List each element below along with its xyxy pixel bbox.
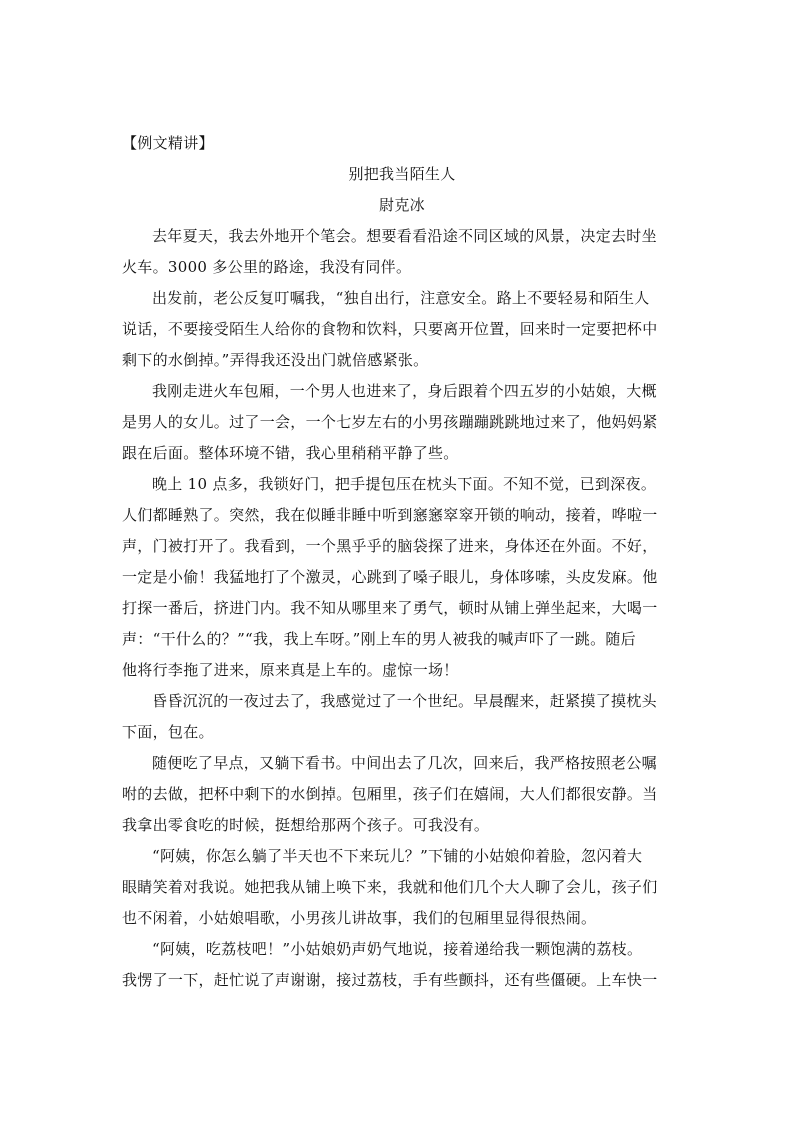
paragraph-3	[122, 376, 682, 469]
paragraph-line: 声，门被打开了。我看到，一个黑乎乎的脑袋探了进来，身体还在外面。不好，	[122, 537, 658, 555]
paragraph-line: 他将行李拖了进来，原来真是上车的。虚惊一场！	[122, 661, 459, 679]
paragraph-line: 我拿出零食吃的时候，挺想给那两个孩子。可我没有。	[122, 816, 490, 834]
paragraph-2	[122, 283, 682, 376]
paragraph-line: 人们都睡熟了。突然，我在似睡非睡中听到窸窸窣窣开锁的响动，接着，哗啦一	[122, 506, 658, 524]
paragraph-line: 火车。3000 多公里的路途，我没有同伴。	[122, 258, 412, 276]
paragraph-line: 跟在后面。整体环境不错，我心里稍稍平静了些。	[122, 444, 459, 462]
paragraph-line: 晚上 10 点多，我锁好门，把手提包压在枕头下面。不知不觉，已到深夜。	[152, 475, 657, 493]
paragraph-line: 去年夏天，我去外地开个笔会。想要看看沿途不同区域的风景，决定去时坐	[152, 227, 657, 245]
paragraph-line: 出发前，老公反复叮嘱我，“独自出行，注意安全。路上不要轻易和陌生人	[152, 289, 650, 307]
paragraph-line: 我愣了一下，赶忙说了声谢谢，接过荔枝，手有些颤抖，还有些僵硬。上车快一	[122, 971, 658, 989]
article-body	[122, 128, 682, 996]
paragraph-line: 随便吃了早点，又躺下看书。中间出去了几次，回来后，我严格按照老公嘱	[152, 754, 657, 772]
paragraph-line: 打探一番后，挤进门内。我不知从哪里来了勇气，顿时从铺上弹坐起来，大喝一	[122, 599, 658, 617]
paragraph-5	[122, 686, 682, 748]
paragraph-line: 声：“干什么的？”“我，我上车呀。”刚上车的男人被我的喊声吓了一跳。随后	[122, 630, 636, 648]
paragraph-6	[122, 748, 682, 841]
section-label: 【例文精讲】	[122, 134, 214, 152]
paragraph-line: 眼睛笑着对我说。她把我从铺上唤下来，我就和他们几个大人聊了会儿，孩子们	[122, 878, 658, 896]
paragraph-1	[122, 221, 682, 283]
paragraph-line: “阿姨，你怎么躺了半天也不下来玩儿？”下铺的小姑娘仰着脸，忽闪着大	[152, 847, 643, 865]
article-title: 别把我当陌生人	[348, 165, 456, 183]
paragraph-line: 下面，包在。	[122, 723, 214, 741]
paragraph-4	[122, 469, 682, 686]
paragraph-7	[122, 841, 682, 934]
paragraph-8	[122, 934, 682, 996]
paragraph-line: 说话，不要接受陌生人给你的食物和饮料，只要离开位置，回来时一定要把杯中	[122, 320, 658, 338]
paragraph-line: 昏昏沉沉的一夜过去了，我感觉过了一个世纪。早晨醒来，赶紧摸了摸枕头	[152, 692, 657, 710]
paragraph-line: 我刚走进火车包厢，一个男人也进来了，身后跟着个四五岁的小姑娘，大概	[152, 382, 657, 400]
paragraph-line: “阿姨，吃荔枝吧！”小姑娘奶声奶气地说，接着递给我一颗饱满的荔枝。	[152, 940, 643, 958]
paragraph-line: 一定是小偷！我猛地打了个激灵，心跳到了嗓子眼儿，身体哆嗦，头皮发麻。他	[122, 568, 658, 586]
paragraph-line: 剩下的水倒掉。”弄得我还没出门就倍感紧张。	[122, 351, 429, 369]
paragraph-line: 是男人的女儿。过了一会，一个七岁左右的小男孩蹦蹦跳跳地过来了，他妈妈紧	[122, 413, 658, 431]
paragraph-line: 咐的去做，把杯中剩下的水倒掉。包厢里，孩子们在嬉闹，大人们都很安静。当	[122, 785, 658, 803]
paragraph-line: 也不闲着，小姑娘唱歌，小男孩儿讲故事，我们的包厢里显得很热闹。	[122, 909, 597, 927]
article-author: 尉克冰	[379, 196, 425, 214]
